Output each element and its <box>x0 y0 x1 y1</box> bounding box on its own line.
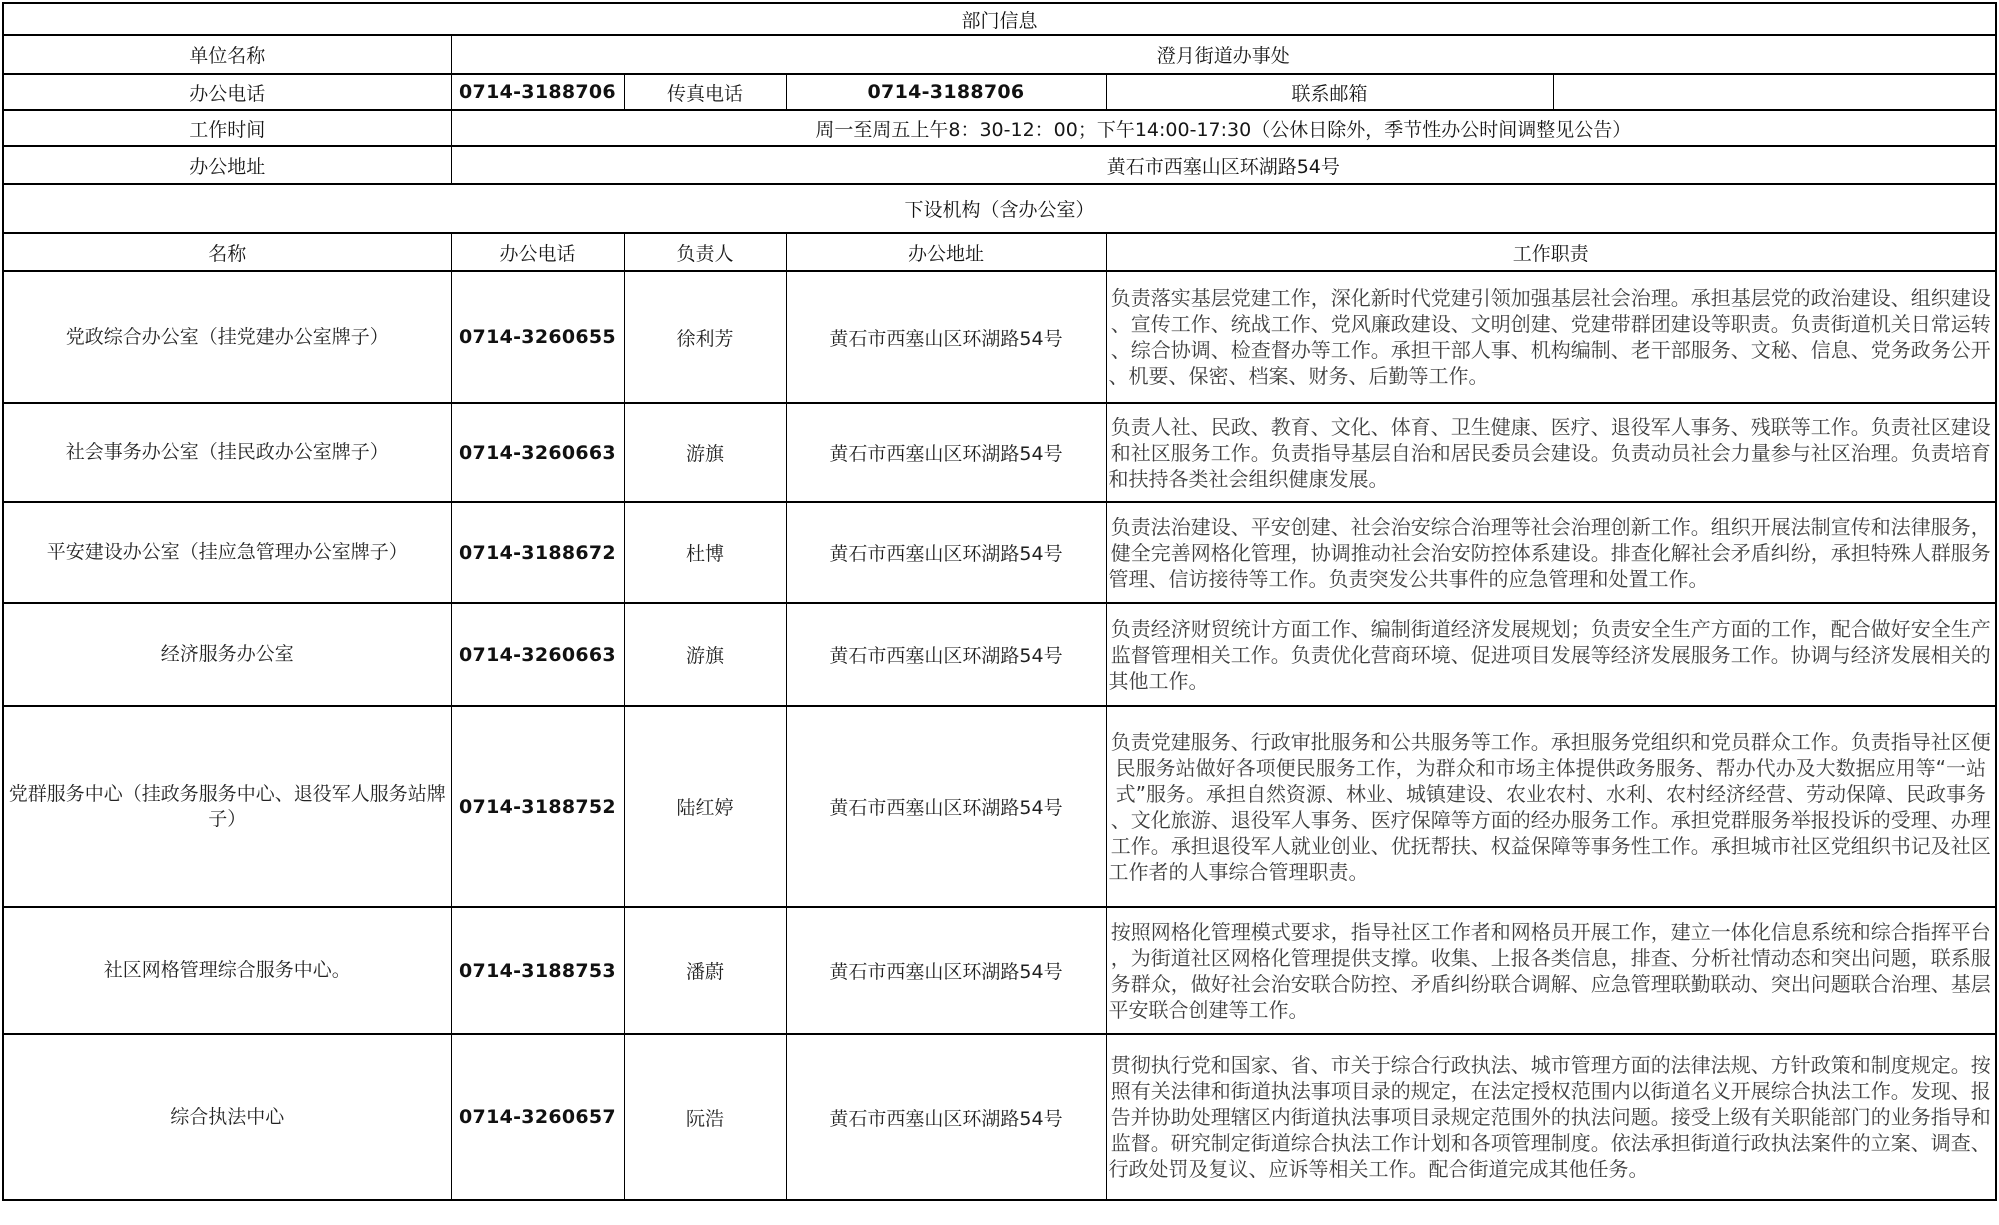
table-row <box>3 403 1996 502</box>
org-name: 社区网格管理综合服务中心。 <box>3 907 451 1034</box>
table-row <box>3 706 1996 907</box>
org-address: 黄石市西塞山区环湖路54号 <box>786 907 1106 1034</box>
col-header-duty: 工作职责 <box>1106 233 1996 271</box>
work-hours-value: 周一至周五上午8：30-12：00；下午14:00-17:30（公休日除外，季节性办公时间调整见公告） <box>451 110 1996 146</box>
org-leader: 潘蔚 <box>624 907 786 1034</box>
email-label: 联系邮箱 <box>1106 74 1553 110</box>
table-row <box>3 271 1996 403</box>
office-phone-value: 0714-3188706 <box>451 74 624 110</box>
org-phone: 0714-3188752 <box>451 706 624 907</box>
org-name: 综合执法中心 <box>3 1034 451 1200</box>
work-hours-row <box>3 110 1996 146</box>
org-duty: 负责人社、民政、教育、文化、体育、卫生健康、医疗、退役军人事务、残联等工作。负责社区建设和社区服务工作。负责指导基层自治和居民委员会建设。负责动员社会力量参与社区治理。负责培育和扶持各类社会组织健康发展。 <box>1106 403 1996 502</box>
office-phone-label: 办公电话 <box>3 74 451 110</box>
org-duty: 按照网格化管理模式要求，指导社区工作者和网格员开展工作，建立一体化信息系统和综合指挥平台，为街道社区网格化管理提供支撑。收集、上报各类信息，排查、分析社情动态和突出问题，联系服务群众，做好社会治安联合防控、矛盾纠纷联合调解、应急管理联勤联动、突出问题联合治理、基层平安联合创建等工作。 <box>1106 907 1996 1034</box>
work-hours-label: 工作时间 <box>3 110 451 146</box>
org-name: 党政综合办公室（挂党建办公室牌子） <box>3 271 451 403</box>
unit-name-label: 单位名称 <box>3 35 451 74</box>
org-name: 党群服务中心（挂政务服务中心、退役军人服务站牌子） <box>3 706 451 907</box>
org-duty: 负责法治建设、平安创建、社会治安综合治理等社会治理创新工作。组织开展法制宣传和法律服务，健全完善网格化管理，协调推动社会治安防控体系建设。排查化解社会矛盾纠纷，承担特殊人群服务管理、信访接待等工作。负责突发公共事件的应急管理和处置工作。 <box>1106 502 1996 603</box>
org-phone: 0714-3260663 <box>451 403 624 502</box>
org-duty: 负责经济财贸统计方面工作、编制街道经济发展规划；负责安全生产方面的工作，配合做好安全生产监督管理相关工作。负责优化营商环境、促进项目发展等经济发展服务工作。协调与经济发展相关的其他工作。 <box>1106 603 1996 706</box>
org-phone: 0714-3260663 <box>451 603 624 706</box>
office-address-value: 黄石市西塞山区环湖路54号 <box>451 146 1996 184</box>
org-duty: 贯彻执行党和国家、省、市关于综合行政执法、城市管理方面的法律法规、方针政策和制度规定。按照有关法律和街道执法事项目录的规定，在法定授权范围内以街道名义开展综合执法工作。发现、报告并协助处理辖区内街道执法事项目录规定范围外的执法问题。接受上级有关职能部门的业务指导和监督。研究制定街道综合执法工作计划和各项管理制度。依法承担街道行政执法案件的立案、调查、行政处罚及复议、应诉等相关工作。配合街道完成其他任务。 <box>1106 1034 1996 1200</box>
org-address: 黄石市西塞山区环湖路54号 <box>786 706 1106 907</box>
org-address: 黄石市西塞山区环湖路54号 <box>786 502 1106 603</box>
org-leader: 游旗 <box>624 403 786 502</box>
table-row <box>3 1034 1996 1200</box>
org-phone: 0714-3188672 <box>451 502 624 603</box>
office-address-row <box>3 146 1996 184</box>
table-row <box>3 907 1996 1034</box>
section-header-row <box>3 3 1996 35</box>
fax-value: 0714-3188706 <box>786 74 1106 110</box>
org-leader: 杜博 <box>624 502 786 603</box>
col-header-address: 办公地址 <box>786 233 1106 271</box>
department-info-table <box>2 2 1997 1201</box>
org-leader: 徐利芳 <box>624 271 786 403</box>
table-row <box>3 603 1996 706</box>
fax-label: 传真电话 <box>624 74 786 110</box>
unit-name-value: 澄月街道办事处 <box>451 35 1996 74</box>
col-header-leader: 负责人 <box>624 233 786 271</box>
org-duty: 负责党建服务、行政审批服务和公共服务等工作。承担服务党组织和党员群众工作。负责指导社区便民服务站做好各项便民服务工作，为群众和市场主体提供政务服务、帮办代办及大数据应用等“一站式”服务。承担自然资源、林业、城镇建设、农业农村、水利、农村经济经营、劳动保障、民政事务、文化旅游、退役军人事务、医疗保障等方面的经办服务工作。承担党群服务举报投诉的受理、办理工作。承担退役军人就业创业、优抚帮扶、权益保障等事务性工作。承担城市社区党组织书记及社区工作者的人事综合管理职责。 <box>1106 706 1996 907</box>
org-phone: 0714-3188753 <box>451 907 624 1034</box>
org-address: 黄石市西塞山区环湖路54号 <box>786 403 1106 502</box>
section-title-sub-orgs: 下设机构（含办公室） <box>3 184 1996 233</box>
org-duty: 负责落实基层党建工作，深化新时代党建引领加强基层社会治理。承担基层党的政治建设、组织建设、宣传工作、统战工作、党风廉政建设、文明创建、党建带群团建设等职责。负责街道机关日常运转、综合协调、检查督办等工作。承担干部人事、机构编制、老干部服务、文秘、信息、党务政务公开、机要、保密、档案、财务、后勤等工作。 <box>1106 271 1996 403</box>
org-name: 经济服务办公室 <box>3 603 451 706</box>
contact-row <box>3 74 1996 110</box>
org-leader: 游旗 <box>624 603 786 706</box>
col-header-name: 名称 <box>3 233 451 271</box>
org-leader: 陆红婷 <box>624 706 786 907</box>
org-name: 社会事务办公室（挂民政办公室牌子） <box>3 403 451 502</box>
office-address-label: 办公地址 <box>3 146 451 184</box>
unit-name-row <box>3 35 1996 74</box>
section-title-dept-info: 部门信息 <box>3 3 1996 35</box>
org-phone: 0714-3260657 <box>451 1034 624 1200</box>
org-address: 黄石市西塞山区环湖路54号 <box>786 603 1106 706</box>
table-row <box>3 502 1996 603</box>
org-leader: 阮浩 <box>624 1034 786 1200</box>
org-name: 平安建设办公室（挂应急管理办公室牌子） <box>3 502 451 603</box>
org-table-header-row <box>3 233 1996 271</box>
org-address: 黄石市西塞山区环湖路54号 <box>786 271 1106 403</box>
col-header-phone: 办公电话 <box>451 233 624 271</box>
email-value <box>1553 74 1996 110</box>
sub-orgs-section-row <box>3 184 1996 233</box>
org-address: 黄石市西塞山区环湖路54号 <box>786 1034 1106 1200</box>
org-phone: 0714-3260655 <box>451 271 624 403</box>
